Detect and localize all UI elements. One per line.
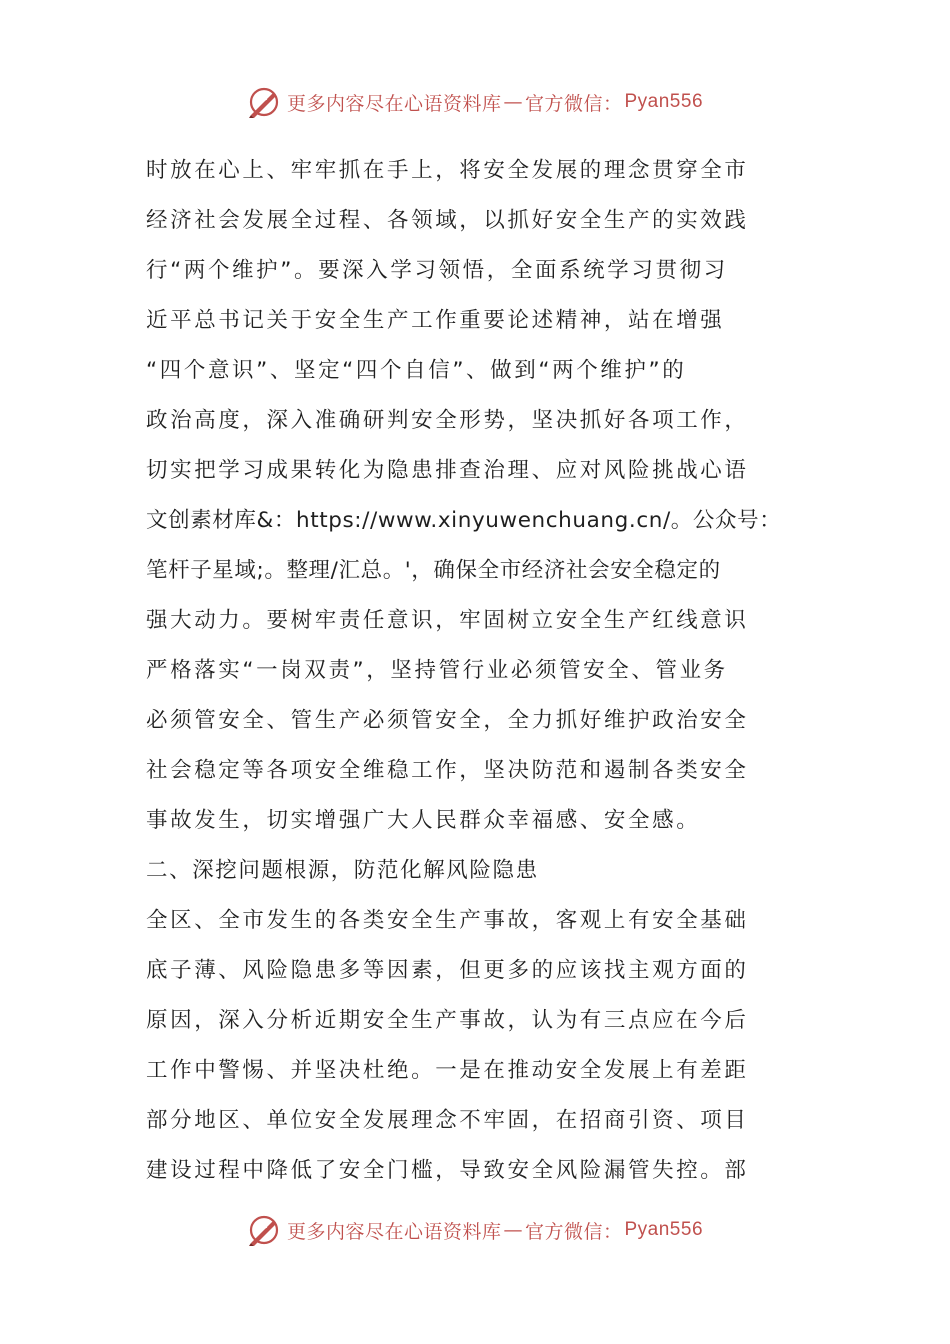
- header-brand-text: 更多内容尽在心语资料库: [286, 92, 502, 115]
- text-line: 社会稳定等各项安全维稳工作，坚决防范和遏制各类安全: [146, 758, 749, 783]
- text-line: 底子薄、风险隐患多等因素，但更多的应该找主观方面的: [146, 958, 749, 983]
- header-wechat-id: Pyan556: [624, 91, 704, 112]
- text-line: “四个意识”、坚定“四个自信”、做到“两个维护”的: [146, 358, 687, 383]
- text-line: 全区、全市发生的各类安全生产事故，客观上有安全基础: [146, 908, 749, 933]
- text-line: 工作中警惕、并坚决杜绝。一是在推动安全发展上有差距: [146, 1058, 749, 1083]
- text-line: 政治高度，深入准确研判安全形势，坚决抓好各项工作，: [146, 408, 749, 433]
- page-footer: [0, 1210, 950, 1250]
- footer-separator: —: [503, 1219, 523, 1241]
- text-line: 建设过程中降低了安全门槛，导致安全风险漏管失控。部: [146, 1158, 749, 1183]
- text-line: 时放在心上、牢牢抓在手上，将安全发展的理念贯穿全市: [146, 158, 749, 183]
- text-line: 严格落实“一岗双责”，坚持管行业必须管安全、管业务: [146, 658, 728, 683]
- text-line: 切实把学习成果转化为隐患排查治理、应对风险挑战心语: [146, 458, 749, 483]
- pen-logo-icon: [247, 1213, 281, 1247]
- text-line: 原因，深入分析近期安全生产事故，认为有三点应在今后: [146, 1008, 749, 1033]
- text-line: 事故发生，切实增强广大人民群众幸福感、安全感。: [146, 808, 701, 833]
- text-line: 强大动力。要树牢责任意识，牢固树立安全生产红线意识: [146, 608, 749, 633]
- header-brand: [247, 85, 703, 119]
- footer-brand-text: 更多内容尽在心语资料库: [286, 1220, 502, 1243]
- document-body: [146, 146, 816, 1196]
- header-wechat-label: 官方微信：: [524, 92, 623, 115]
- text-line: 必须管安全、管生产必须管安全，全力抓好维护政治安全: [146, 708, 749, 733]
- page-header: [0, 82, 950, 122]
- header-separator: —: [503, 91, 523, 113]
- text-line: 部分地区、单位安全发展理念不牢固，在招商引资、项目: [146, 1108, 749, 1133]
- text-line: 笔杆子星域;。整理/汇总。'，确保全市经济社会安全稳定的: [146, 558, 721, 583]
- section-heading: 二、深挖问题根源，防范化解风险隐患: [146, 858, 539, 883]
- footer-brand: [247, 1213, 703, 1247]
- footer-wechat-id: Pyan556: [624, 1219, 704, 1240]
- footer-wechat-label: 官方微信：: [524, 1220, 623, 1243]
- text-line: 行“两个维护”。要深入学习领悟，全面系统学习贯彻习: [146, 258, 728, 283]
- text-line: 近平总书记关于安全生产工作重要论述精神，站在增强: [146, 308, 725, 333]
- text-line: 文创素材库&：https://www.xinyuwenchuang.cn/。公众号：: [146, 508, 782, 533]
- pen-logo-icon: [247, 85, 281, 119]
- text-line: 经济社会发展全过程、各领域，以抓好安全生产的实效践: [146, 208, 749, 233]
